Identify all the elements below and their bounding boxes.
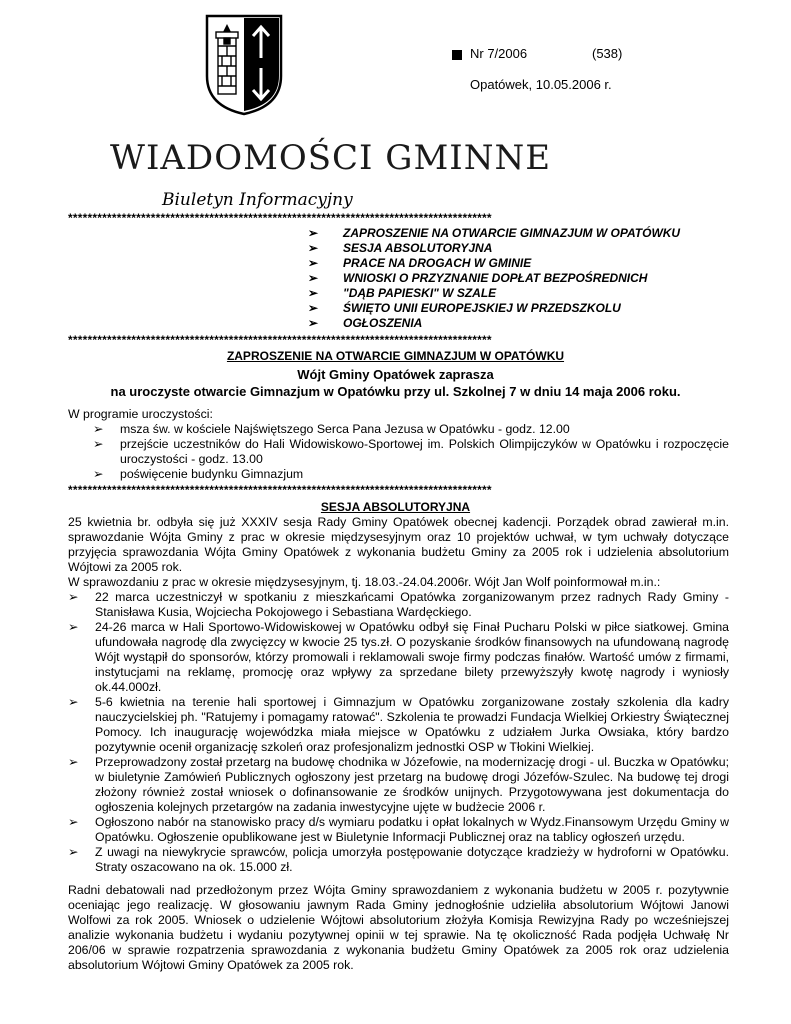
toc-item-label: PRACE NA DROGACH W GMINIE <box>343 256 532 270</box>
list-item <box>93 422 729 437</box>
arrow-bullet-icon: ➢ <box>308 301 319 315</box>
toc-item <box>308 256 680 271</box>
toc-item <box>308 286 680 301</box>
arrow-bullet-icon: ➢ <box>308 316 319 330</box>
masthead-title: WIADOMOŚCI GMINNE <box>110 138 552 178</box>
arrow-bullet-icon: ➢ <box>68 755 79 769</box>
toc-item <box>308 301 680 316</box>
issue-number: Nr 7/2006 <box>470 46 528 61</box>
invitation-line-2: na uroczyste otwarcie Gimnazjum w Opatówku przy ul. Szkolnej 7 w dniu 14 maja 2006 roku. <box>110 384 681 399</box>
list-item-text: Z uwagi na niewykrycie sprawców, policja umorzyła postępowanie dotyczące kradzieży w hydroforni w Opatówku. Straty oszacowano na ok. 15.000 zł. <box>95 845 729 874</box>
program-intro: W programie uroczystości: <box>68 407 213 421</box>
table-of-contents <box>308 226 680 331</box>
invitation-line-1: Wójt Gminy Opatówek zaprasza <box>297 367 494 382</box>
star-divider: *************************************************************************************** <box>68 334 492 346</box>
arrow-bullet-icon: ➢ <box>68 695 79 709</box>
arrow-bullet-icon: ➢ <box>308 226 319 240</box>
toc-item-label: WNIOSKI O PRZYZNANIE DOPŁAT BEZPOŚREDNICH <box>343 271 648 285</box>
report-list <box>68 590 729 875</box>
list-item-text: 24-26 marca w Hali Sportowo-Widowiskowej w Opatówku odbył się Finał Pucharu Polski w piłce siatkowej. Gmina ufundowała nagrodę dla zwycięzcy w kwocie 25 tys.zł. O pozyskanie środków finansowych na ufundowaną nagrodę Wójt wystąpił do sponsorów, którzy promowali i reklamowali swoje firmy podczas finałów. Wartość umów z firmami, instytucjami na reklamę, promocję oraz wpływy za sprzedane bilety przewyższyły kwotę nagrody i wyniosły ok.44.000zł. <box>95 620 729 694</box>
session-intro: 25 kwietnia br. odbyła się już XXXIV sesja Rady Gminy Opatówek obecnej kadencji. Porządek obrad zawierał m.in. sprawozdanie Wójta Gminy z prac w okresie międzysesyjnym oraz 10 projektów uchwał, w tym uchwały dotyczące przyjęcia sprawozdania Wójta Gminy Opatówek z wykonania budżetu Gminy za 2005 rok i udzielenia absolutorium Wójtowi za 2005 rok. <box>68 515 729 574</box>
arrow-bullet-icon: ➢ <box>68 815 79 829</box>
issue-date: Opatówek, 10.05.2006 r. <box>470 77 612 92</box>
report-intro: W sprawozdaniu z prac w okresie międzysesyjnym, tj. 18.03.-24.04.2006r. Wójt Jan Wolf poinformował m.in.: <box>68 575 661 589</box>
arrow-bullet-icon: ➢ <box>68 845 79 859</box>
list-item <box>93 437 729 467</box>
toc-item <box>308 271 680 286</box>
coat-of-arms-logo <box>205 14 283 116</box>
toc-item-label: SESJA ABSOLUTORYJNA <box>343 241 493 255</box>
list-item <box>68 590 729 620</box>
arrow-bullet-icon: ➢ <box>93 437 104 451</box>
toc-item <box>308 316 680 331</box>
arrow-bullet-icon: ➢ <box>68 620 79 634</box>
arrow-bullet-icon: ➢ <box>308 286 319 300</box>
toc-item-label: OGŁOSZENIA <box>343 316 423 330</box>
list-item-text: przejście uczestników do Hali Widowiskowo-Sportowej im. Polskich Olimpijczyków w Opatówku i rozpoczęcie uroczystości - godz. 13.00 <box>120 437 729 466</box>
issue-square-marker <box>452 50 462 60</box>
list-item-text: 22 marca uczestniczył w spotkaniu z mieszkańcami Opatówka zorganizowanym przez radnych Rady Gminy - Stanisława Kusia, Wojciecha Pokojowego i Sebastiana Wardęckiego. <box>95 590 729 619</box>
list-item-text: 5-6 kwietnia na terenie hali sportowej i Gimnazjum w Opatówku zorganizowane zostały szkolenia dla kadry nauczycielskiej ph. "Ratujemy i pomagamy ratować". Szkolenia te prowadzi Fundacja Wielkiej Orkiestry Świątecznej Pomocy. Ich inaugurację wojewódzka miała miejsce w Opatówku z udziałem Jurka Owsiaka, który bardzo pozytywnie ocenił organizację szkoleń oraz profesjonalizm jednostki OSP w Tłokini Wielkiej. <box>95 695 729 754</box>
list-item-text: Przeprowadzony został przetarg na budowę chodnika w Józefowie, na modernizację drogi - ul. Buczka w Opatówku; w biuletynie Zamówień Publicznych ogłoszony jest przetarg na budowę drogi Józefów-Szulec. Na budowę tej drogi złożony również został wniosek o dofinansowanie ze środków unijnych. Przygotowywana jest dokumentacja do ogłoszenia kolejnych przetargów na zadania inwestycyjne ujęte w budżecie 2006 r. <box>95 755 729 814</box>
arrow-bullet-icon: ➢ <box>308 241 319 255</box>
list-item <box>68 815 729 845</box>
toc-item-label: "DĄB PAPIESKI" W SZALE <box>343 286 497 300</box>
toc-item-label: ŚWIĘTO UNII EUROPEJSKIEJ W PRZEDSZKOLU <box>343 301 621 315</box>
program-list <box>93 422 729 482</box>
toc-item-label: ZAPROSZENIE NA OTWARCIE GIMNAZJUM W OPATÓWKU <box>343 226 681 240</box>
list-item-text: Ogłoszono nabór na stanowisko pracy d/s wymiaru podatku i opłat lokalnych w Wydz.Finansowym Urzędu Gminy w Opatówku. Ogłoszenie opublikowane jest w Biuletynie Informacji Publicznej oraz na tablicy ogłoszeń urzędu. <box>95 815 729 844</box>
section-heading-session: SESJA ABSOLUTORYJNA <box>320 500 471 514</box>
section-heading-invitation: ZAPROSZENIE NA OTWARCIE GIMNAZJUM W OPATÓWKU <box>226 349 565 363</box>
list-item <box>93 467 729 482</box>
toc-item <box>308 226 680 241</box>
arrow-bullet-icon: ➢ <box>308 256 319 270</box>
session-closing: Radni debatowali nad przedłożonym przez Wójta Gminy sprawozdaniem z wykonania budżetu w 2005 r. pozytywnie oceniając jego realizację. W głosowaniu jawnym Rada Gminy jednogłośnie udzieliła absolutorium Wójtowi Janowi Wolfowi za rok 2005. Wniosek o udzielenie Wójtowi absolutorium złożyła Komisja Rewizyjna Rady po wcześniejszej analizie wykonania budżetu i wydaniu pozytywnej opinii w tej sprawie. Na tę okoliczność Rada podjęła Uchwałę Nr 206/06 w sprawie rozpatrzenia sprawozdania z wykonania budżetu Gminy Opatówek za 2005 rok oraz udzielenia absolutorium Wójtowi Gminy Opatówek za 2005 rok. <box>68 883 729 972</box>
list-item <box>68 695 729 755</box>
star-divider: *************************************************************************************** <box>68 212 492 224</box>
toc-item <box>308 241 680 256</box>
arrow-bullet-icon: ➢ <box>68 590 79 604</box>
arrow-bullet-icon: ➢ <box>93 467 104 481</box>
arrow-bullet-icon: ➢ <box>93 422 104 436</box>
arrow-bullet-icon: ➢ <box>308 271 319 285</box>
star-divider: *************************************************************************************** <box>68 484 492 496</box>
list-item-text: poświęcenie budynku Gimnazjum <box>120 467 304 481</box>
list-item <box>68 620 729 695</box>
issue-count: (538) <box>592 46 623 61</box>
masthead-subtitle: Biuletyn Informacyjny <box>162 190 353 210</box>
list-item <box>68 755 729 815</box>
list-item <box>68 845 729 875</box>
list-item-text: msza św. w kościele Najświętszego Serca Pana Jezusa w Opatówku - godz. 12.00 <box>120 422 570 436</box>
